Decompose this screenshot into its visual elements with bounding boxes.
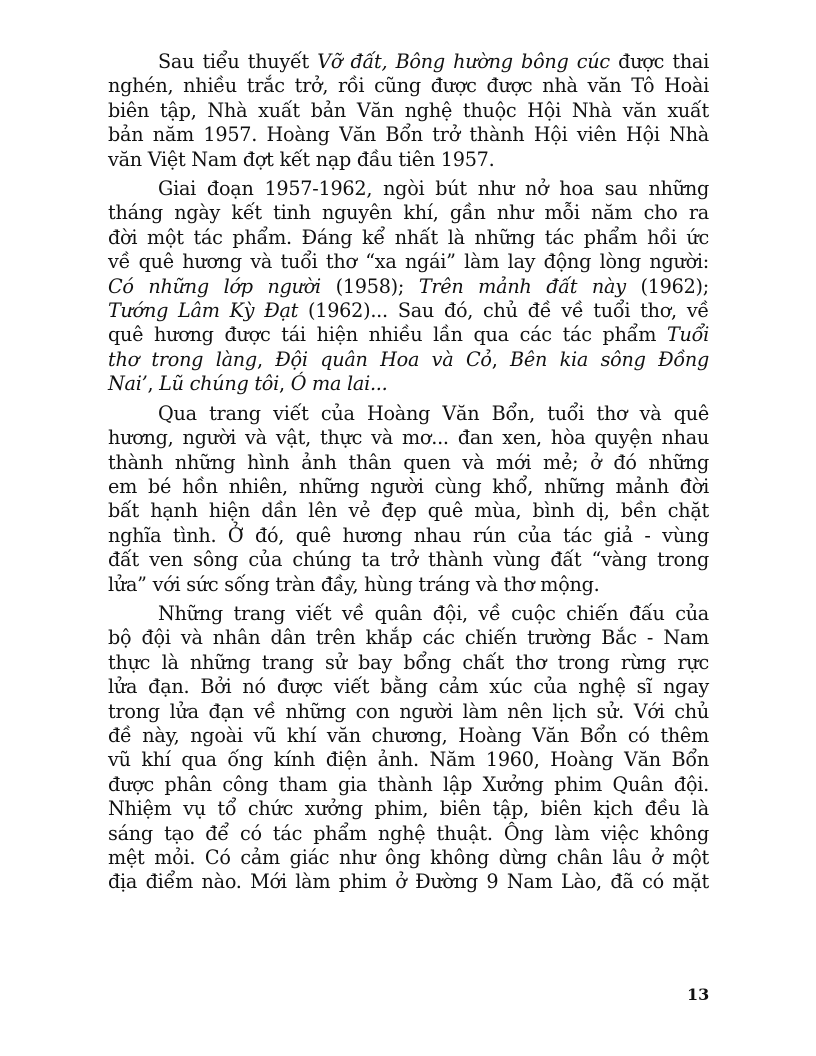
text-run: vũ khí qua ống kính điện ảnh. Năm 1960, Hoàng Văn Bổn [108,748,709,772]
italic-title: Có những lớp người [108,274,321,298]
paragraph [108,402,709,597]
text-line [108,99,709,123]
text-line [108,524,709,548]
text-run: Sau tiểu thuyết [158,50,318,73]
text-line [108,626,709,650]
text-run: (1962); [625,274,709,298]
italic-title: Đội quân Hoa và Cỏ [275,347,492,371]
text-run: Nhiệm vụ tổ chức xưởng phim, biên tập, biên kịch đều là [108,797,709,821]
text-run: đời một tác phẩm. Đáng kể nhất là những tác phẩm hồi ức [108,225,709,249]
text-run: trong lửa đạn về những con người làm nên lịch sử. Với chủ [108,699,709,723]
text-line [108,348,709,372]
text-line [108,372,709,396]
italic-title: Ó ma lai... [290,372,388,396]
text-line [108,773,709,797]
text-run: , [256,347,276,371]
text-line [108,299,709,323]
text-line [108,402,709,426]
text-run: lửa” với sức sống tràn đầy, hùng tráng và thơ mộng. [108,572,600,596]
text-run: Qua trang viết của Hoàng Văn Bổn, tuổi thơ và quê [158,401,709,425]
text-run: bộ đội và nhân dân trên khắp các chiến trường Bắc - Nam [108,626,709,650]
text-run: nghĩa tình. Ở đó, quê hương nhau rún của tác giả - vùng [108,523,709,547]
italic-title: Lũ chúng tôi [159,372,279,396]
text-run: , [147,372,160,396]
text-line [108,846,709,870]
text-run: mệt mỏi. Có cảm giác như ông không dừng chân lâu ở một [108,846,709,869]
text-run: em bé hồn nhiên, những người cùng khổ, những mảnh đời [108,474,709,498]
text-line [108,499,709,523]
text-run: tháng ngày kết tinh nguyên khí, gần như mỗi năm cho ra [108,201,709,225]
text-line [108,74,709,98]
text-line [108,50,709,74]
text-line [108,275,709,299]
text-line [108,177,709,201]
text-run: biên tập, Nhà xuất bản Văn nghệ thuộc Hội Nhà văn xuất [108,98,709,122]
page-body [108,50,709,900]
text-run: bất hạnh hiện dần lên vẻ đẹp quê mùa, bình dị, bền chặt [108,499,709,523]
italic-title: Tướng Lâm Kỳ Đạt [108,299,299,323]
paragraph [108,50,709,172]
text-run: , [278,372,291,396]
text-line [108,451,709,475]
text-run: bản năm 1957. Hoàng Văn Bổn trở thành Hội viên Hội Nhà [108,123,709,147]
text-run: đề này, ngoài vũ khí văn chương, Hoàng Văn Bổn có thêm [108,723,709,747]
italic-title: Tuổi [666,323,709,347]
text-run: văn Việt Nam đợt kết nạp đầu tiên 1957. [108,147,495,171]
text-line [108,724,709,748]
text-line [108,123,709,147]
text-line [108,201,709,225]
italic-title: Nai’ [108,372,148,396]
text-run: thành những hình ảnh thân quen và mới mẻ; ở đó những [108,450,709,474]
text-run: Những trang viết về quân đội, về cuộc chiến đấu của [158,601,709,625]
text-run: lửa đạn. Bởi nó được viết bằng cảm xúc của nghệ sĩ ngay [108,675,709,699]
page-number: 13 [687,985,710,1004]
text-run: sáng tạo để có tác phẩm nghệ thuật. Ông làm việc không [108,821,709,845]
text-line [108,822,709,846]
text-run: được phân công tham gia thành lập Xưởng phim Quân đội. [108,772,709,796]
text-run: đất ven sông của chúng ta trở thành vùng đất “vàng trong [108,548,709,572]
text-line [108,475,709,499]
text-run: về quê hương và tuổi thơ “xa ngái” làm lay động lòng người: [108,250,709,274]
text-line [108,250,709,274]
text-run: được thai [609,50,710,73]
text-line [108,748,709,772]
text-run: (1958); [320,274,419,298]
text-line [108,700,709,724]
text-run: quê hương được tái hiện nhiều lần qua các tác phẩm [108,323,667,347]
text-run: địa điểm nào. Mới làm phim ở Đường 9 Nam Lào, đã có mặt [108,870,709,894]
text-line [108,148,709,172]
paragraph [108,177,709,397]
text-line [108,573,709,597]
text-line [108,602,709,626]
text-run: nghén, nhiều trắc trở, rồi cũng được được nhà văn Tô Hoài [108,74,709,98]
text-line [108,870,709,894]
text-line [108,675,709,699]
italic-title: Bên kia sông Đồng [510,347,709,371]
text-line [108,426,709,450]
text-run: (1962)... Sau đó, chủ đề về tuổi thơ, về [298,299,709,323]
text-run: hương, người và vật, thực và mơ... đan xen, hòa quyện nhau [108,426,709,450]
text-line [108,651,709,675]
text-line [108,548,709,572]
text-run: thực là những trang sử bay bổng chất thơ trong rừng rực [108,650,709,674]
italic-title: Vỡ đất, Bông hường bông cúc [317,50,610,73]
paragraph [108,602,709,895]
text-run: , [491,347,511,371]
text-line [108,797,709,821]
text-run: Giai đoạn 1957-1962, ngòi bút như nở hoa sau những [158,177,709,201]
text-line [108,226,709,250]
text-line [108,323,709,347]
italic-title: Trên mảnh đất này [418,274,626,298]
italic-title: thơ trong làng [108,347,257,371]
